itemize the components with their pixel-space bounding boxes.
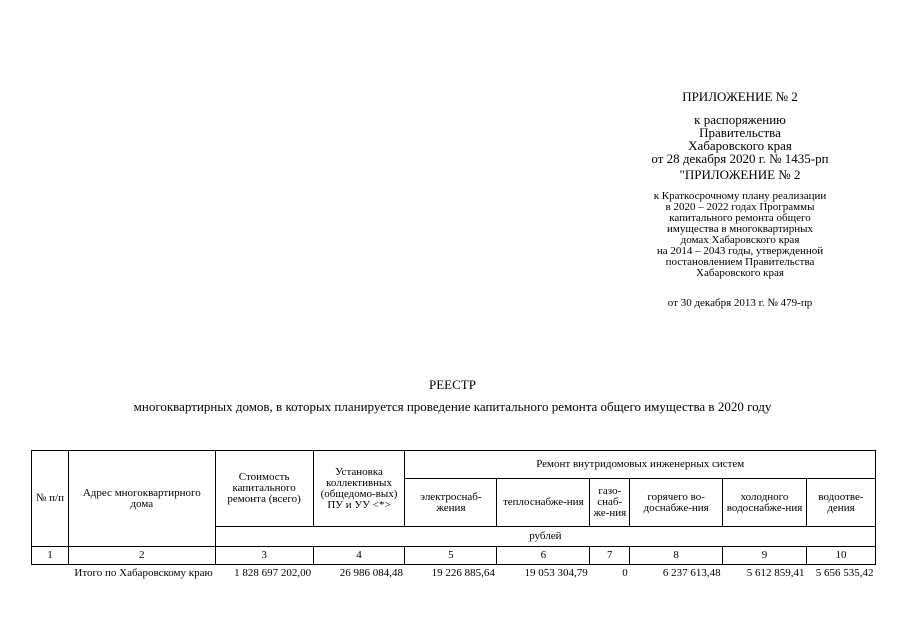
registry-table: [31, 450, 876, 597]
total-row: [32, 565, 876, 597]
column-number: 5: [405, 547, 497, 565]
total-hot-water: 6 237 613,48: [662, 567, 721, 579]
order-reference: [600, 113, 880, 165]
document-title: РЕЕСТР: [429, 377, 476, 392]
column-number: 6: [497, 547, 590, 565]
column-number: 4: [313, 547, 405, 565]
total-cold-water: 5 612 859,41: [746, 567, 805, 579]
col-header-meters: Установка коллективных (общедомо-вых) ПУ и УУ <*>: [313, 451, 405, 527]
plan-line: домах Хабаровского края: [680, 234, 800, 246]
plan-line: Хабаровского края: [696, 267, 784, 279]
units-label: рублей: [215, 527, 875, 547]
plan-line: капитального ремонта общего: [669, 212, 811, 224]
order-line: от 28 декабря 2020 г. № 1435-рп: [651, 151, 829, 166]
col-header-repair-group: Ремонт внутридомовых инженерных систем: [405, 451, 876, 479]
column-number: 2: [68, 547, 215, 565]
total-electric: 19 226 885,64: [431, 567, 495, 579]
plan-reference: [600, 191, 880, 279]
plan-line: имущества в многоквартирных: [667, 223, 813, 235]
total-gas: 0: [622, 567, 628, 579]
plan-line: постановлением Правительства: [665, 256, 815, 268]
total-label: Итого по Хабаровскому краю: [74, 567, 213, 579]
col-header-cold-water: холодного водоснабже-ния: [723, 479, 807, 527]
header-row: [32, 451, 876, 479]
appendix-quoted-heading: "ПРИЛОЖЕНИЕ № 2: [679, 167, 801, 182]
total-meters: 26 986 084,48: [339, 567, 403, 579]
col-header-electric: электроснаб-жения: [405, 479, 497, 527]
column-number: 1: [32, 547, 69, 565]
document-subtitle: многоквартирных домов, в которых планируется проведение капитального ремонта общего имущества в 2020 году: [133, 399, 772, 414]
col-header-address: Адрес многоквартирного дома: [68, 451, 215, 547]
column-numbers-row: [32, 547, 876, 565]
plan-line: на 2014 – 2043 годы, утвержденной: [656, 245, 824, 257]
appendix-heading: ПРИЛОЖЕНИЕ № 2: [682, 89, 798, 104]
col-header-num: № п/п: [32, 451, 69, 547]
col-header-sewer: водоотве-дения: [806, 479, 875, 527]
total-sewer: 5 656 535,42: [815, 567, 874, 579]
col-header-heat: теплоснабже-ния: [497, 479, 590, 527]
order-line: Хабаровского края: [688, 138, 792, 153]
order-line: Правительства: [699, 125, 781, 140]
total-heat: 19 053 304,79: [524, 567, 588, 579]
column-number: 3: [215, 547, 313, 565]
col-header-hot-water: горячего во-доснабже-ния: [630, 479, 723, 527]
total-num-cell: [32, 565, 69, 597]
column-number: 10: [806, 547, 875, 565]
decree-date: от 30 декабря 2013 г. № 479-пр: [667, 297, 813, 309]
column-number: 9: [723, 547, 807, 565]
order-line: к распоряжению: [694, 112, 786, 127]
plan-line: к Краткосрочному плану реализации: [653, 190, 827, 202]
col-header-cost: Стоимость капитального ремонта (всего): [215, 451, 313, 527]
total-cost: 1 828 697 202,00: [234, 567, 312, 579]
column-number: 7: [590, 547, 630, 565]
plan-line: в 2020 – 2022 годах Программы: [665, 201, 815, 213]
col-header-gas: газо-снаб-же-ния: [590, 479, 630, 527]
column-number: 8: [630, 547, 723, 565]
